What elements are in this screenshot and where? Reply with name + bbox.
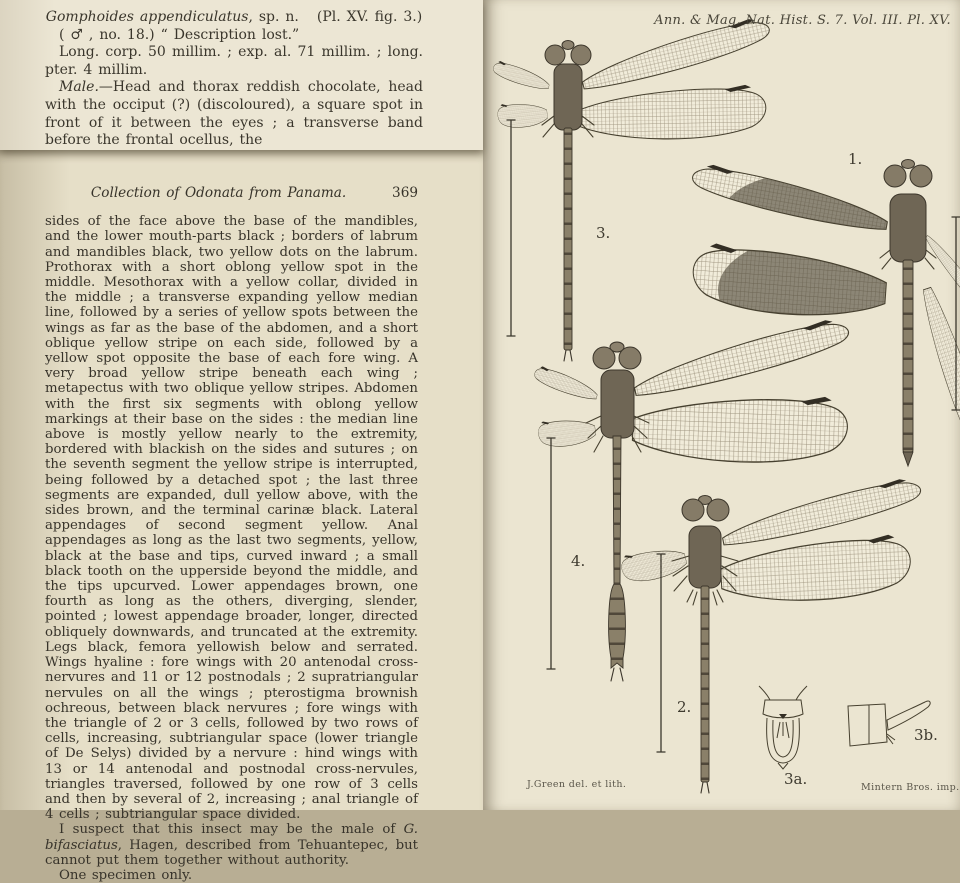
running-head	[45, 186, 418, 201]
plate-page	[483, 0, 960, 810]
suspect-pre: I suspect that this insect may be the male of	[59, 822, 404, 837]
specimen-count-paragraph: One specimen only.	[45, 868, 418, 883]
specimen-line: ( ♂ , no. 18.) “ Description lost.”	[45, 27, 423, 45]
left-upper-page	[0, 0, 483, 150]
male-description-paragraph	[45, 79, 423, 149]
plate-illustration	[483, 0, 960, 810]
suspect-paragraph	[45, 822, 418, 868]
fig3a-appendage-detail	[759, 686, 807, 769]
fig3a-label: 3a.	[784, 770, 807, 788]
page-number: 369	[392, 186, 418, 201]
fig2-label: 2.	[677, 698, 691, 716]
species-name: Gomphoides appendiculatus	[46, 9, 249, 25]
fig2-scale-bar	[657, 554, 666, 752]
fig4-label: 4.	[571, 552, 585, 570]
male-label: Male.	[59, 79, 99, 95]
running-head-title: Collection of Odonata from Panama.	[45, 186, 392, 201]
fig3-label: 3.	[596, 224, 610, 242]
left-upper-text-column	[45, 9, 423, 150]
suspect-post: , Hagen, described from Tehuantepec, but cannot put them together without authority.	[45, 838, 418, 868]
fig4-scale-bar	[547, 438, 556, 669]
species-suffix: , sp. n.	[248, 9, 298, 25]
fig3b-label: 3b.	[914, 726, 938, 744]
left-main-text-column	[45, 186, 418, 883]
measurements-line: Long. corp. 50 millim. ; exp. al. 71 millim. ; long. pter. 4 millim.	[45, 44, 423, 79]
species-heading	[45, 9, 423, 27]
fig1-label: 1.	[848, 150, 862, 168]
printer-credit: Mintern Bros. imp.	[861, 782, 960, 793]
fig3-scale-bar	[507, 120, 516, 336]
plate-header: Ann. & Mag. Nat. Hist. S. 7. Vol. III. Pl. XV.	[651, 13, 951, 28]
lithographer-credit: J.Green del. et lith.	[527, 779, 626, 790]
plate-reference: (Pl. XV. fig. 3.)	[317, 9, 422, 25]
fig2-dragonfly-illustration	[619, 476, 924, 793]
male-text: —Head and thorax reddish chocolate, head with the occiput (?) (discoloured), a square spot in front of it between the eyes ; a transverse band before the frontal ocellus, the	[45, 79, 423, 148]
description-continuation-paragraph: sides of the face above the base of the mandibles, and the lower mouth-parts black ; borders of labrum and mandibles black, two yellow dots on the labrum. Prothorax with a short oblong yellow spot in the middle. Mesothorax with a yellow collar, divided in the middle ; a transverse expanding yellow median line, followed by a series of yellow spots between the wings as far as the base of the abdomen, and a short oblique yellow stripe on each side, followed by a yellow spot opposite the base of each fore wing. A very broad yellow stripe beneath each wing ; metapectus with two oblique yellow stripes. Abdomen with the first six segments with oblong yellow markings at their base on the sides : the median line above is mostly yellow nearly to the extremity, bordered with blackish on the sides and sutures ; on the seventh segment the yellow stripe is interrupted, being followed by a detached spot ; the last three segments are expanded, dull yellow above, with the sides brown, and the terminal carinæ black. Lateral appendages of second segment yellow. Anal appendages as long as the last two segments, yellow, black at the base and tips, curved inward ; a small black tooth on the upperside beyond the middle, and the tips upcurved. Lower appendages brown, one fourth as long as the others, diverging, slender, pointed ; lowest appendage broader, longer, directed obliquely downwards, and truncated at the extremity. Legs black, femora yellowish below and serrated. Wings hyaline : fore wings with 20 antenodal cross-nervures and 11 or 12 postnodals ; 2 supratriangular nervules on all the wings ; pterostigma brownish ochreous, between black nervures ; fore wings with the triangle of 2 or 3 cells, followed by two rows of cells, increasing, subtriangular space (lower triangle of De Selys) divided by a nervure : hind wings with 13 or 14 antenodal and postnodal cross-nervules, triangles traversed, followed by one row of 3 cells and then by several of 2, increasing ; anal triangle of 4 cells ; subtriangular space divided.	[45, 214, 418, 822]
fig1-forewing-dark-band	[723, 171, 913, 255]
left-main-page	[0, 150, 483, 810]
suspect-species: G. bifasciatus	[45, 822, 418, 852]
